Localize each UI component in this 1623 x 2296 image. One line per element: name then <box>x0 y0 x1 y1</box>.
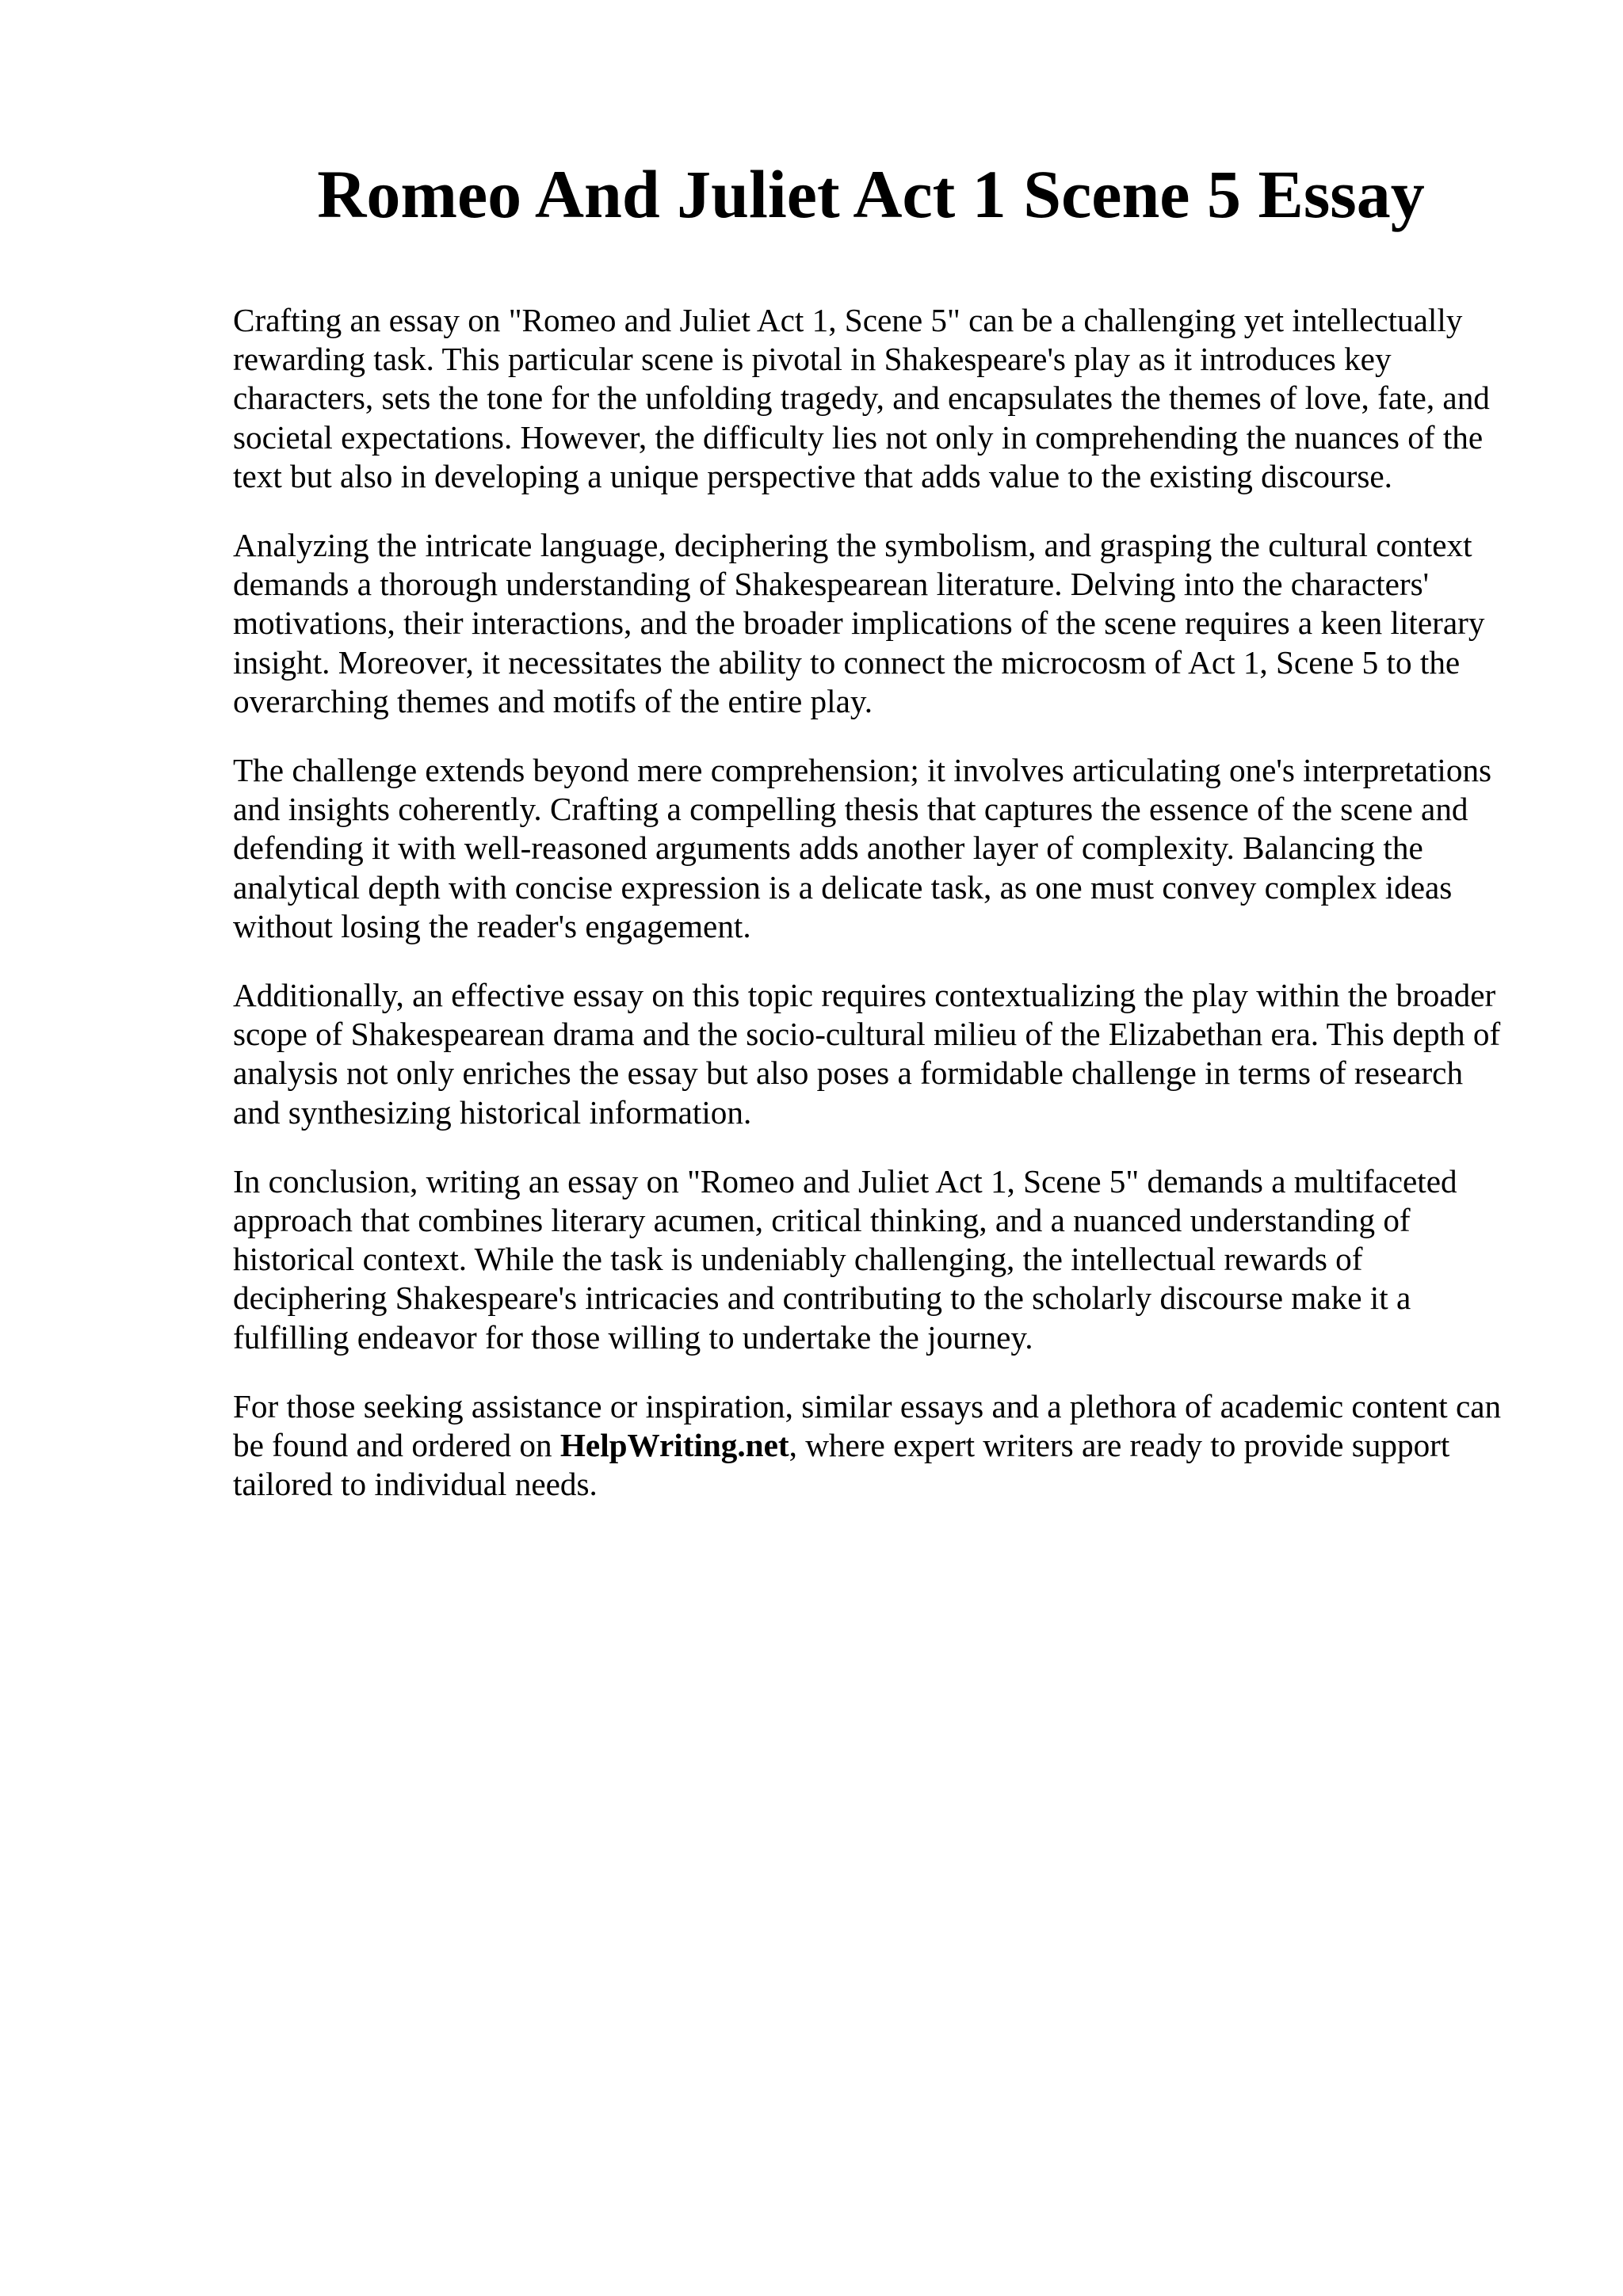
paragraph-line: approach that combines literary acumen, critical thinking, and a nuanced understanding of <box>233 1202 1411 1239</box>
paragraph-6 <box>233 1387 1533 1505</box>
paragraph-line: defending it with well-reasoned arguments adds another layer of complexity. Balancing the <box>233 830 1423 867</box>
paragraph-line: rewarding task. This particular scene is pivotal in Shakespeare's play as it introduces key <box>233 341 1392 378</box>
paragraph-2 <box>233 526 1533 721</box>
paragraph-line: motivations, their interactions, and the broader implications of the scene requires a keen literary <box>233 605 1485 642</box>
paragraph-line: analytical depth with concise expression is a delicate task, as one must convey complex ideas <box>233 868 1453 906</box>
paragraph-line: analysis not only enriches the essay but also poses a formidable challenge in terms of research <box>233 1055 1464 1092</box>
paragraph-line: and synthesizing historical information. <box>233 1093 752 1131</box>
paragraph-line-end: , where expert writers are ready to provide support <box>789 1427 1450 1464</box>
paragraph-line: societal expectations. However, the difficulty lies not only in comprehending the nuances of the <box>233 418 1484 456</box>
paragraph-line: overarching themes and motifs of the entire play. <box>233 682 873 719</box>
paragraph-line: historical context. While the task is undeniably challenging, the intellectual rewards of <box>233 1241 1363 1278</box>
paragraph-5 <box>233 1162 1533 1357</box>
paragraph-line: The challenge extends beyond mere comprehension; it involves articulating one's interpretations <box>233 752 1492 789</box>
paragraph-line: without losing the reader's engagement. <box>233 907 751 944</box>
paragraph-line: Additionally, an effective essay on this topic requires contextualizing the play within the broader <box>233 977 1496 1014</box>
paragraph-line: demands a thorough understanding of Shakespearean literature. Delving into the characters' <box>233 566 1430 603</box>
paragraph-line-start: be found and ordered on <box>233 1427 560 1464</box>
paragraph-line: deciphering Shakespeare's intricacies and contributing to the scholarly discourse make it a <box>233 1280 1411 1317</box>
paragraph-line: insight. Moreover, it necessitates the ability to connect the microcosm of Act 1, Scene 5 to the <box>233 643 1461 681</box>
paragraph-line: fulfilling endeavor for those willing to undertake the journey. <box>233 1318 1033 1356</box>
helpwriting-link[interactable]: HelpWriting.net <box>559 1427 789 1464</box>
paragraph-line: Analyzing the intricate language, deciphering the symbolism, and grasping the cultural context <box>233 527 1472 564</box>
paragraph-3 <box>233 751 1533 946</box>
paragraph-line: tailored to individual needs. <box>233 1466 598 1503</box>
paragraph-line: For those seeking assistance or inspiration, similar essays and a plethora of academic content can <box>233 1387 1502 1425</box>
paragraph-line: Crafting an essay on "Romeo and Juliet Act 1, Scene 5" can be a challenging yet intellectually <box>233 302 1463 338</box>
document-title: Romeo And Juliet Act 1 Scene 5 Essay <box>317 156 1425 232</box>
paragraph-line: and insights coherently. Crafting a compelling thesis that captures the essence of the scene and <box>233 791 1468 828</box>
paragraph-line: scope of Shakespearean drama and the socio-cultural milieu of the Elizabethan era. This depth of <box>233 1016 1501 1053</box>
paragraph-line: text but also in developing a unique perspective that adds value to the existing discourse. <box>233 457 1392 494</box>
paragraph-4 <box>233 976 1533 1132</box>
document-body <box>233 301 1533 1534</box>
paragraph-line: In conclusion, writing an essay on "Romeo and Juliet Act 1, Scene 5" demands a multifaceted <box>233 1162 1457 1199</box>
paragraph-1 <box>233 301 1533 496</box>
paragraph-line: characters, sets the tone for the unfolding tragedy, and encapsulates the themes of love, fate, and <box>233 379 1490 417</box>
